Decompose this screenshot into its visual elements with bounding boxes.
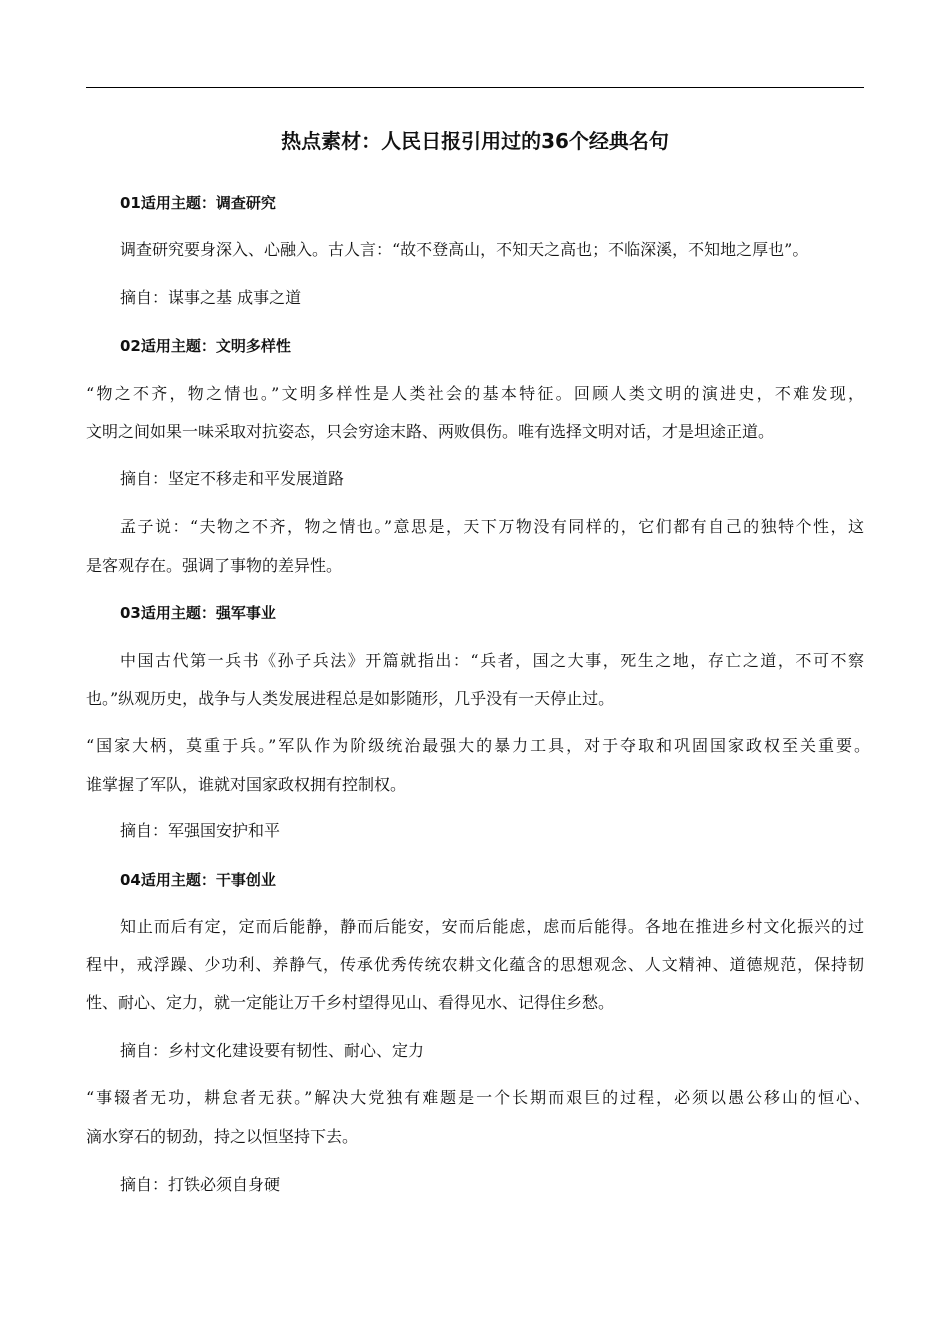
paragraph-line: 谁掌握了军队，谁就对国家政权拥有控制权。 — [86, 775, 407, 794]
paragraph-line: 也。”纵观历史，战争与人类发展进程总是如影随形，几乎没有一天停止过。 — [86, 689, 615, 708]
paragraph-line: 知止而后有定，定而后能静，静而后能安，安而后能虑，虑而后能得。各地在推进乡村文化振兴的过 — [120, 917, 864, 936]
paragraph-line: 是客观存在。强调了事物的差异性。 — [86, 556, 343, 575]
section-heading: 04适用主题：干事创业 — [120, 871, 276, 889]
source-note: 摘自：军强国安护和平 — [120, 821, 281, 840]
section-heading: 02适用主题：文明多样性 — [120, 337, 291, 355]
paragraph-line: 孟子说：“夫物之不齐，物之情也。”意思是，天下万物没有同样的，它们都有自己的独特个性，这 — [120, 517, 864, 536]
document-title: 热点素材：人民日报引用过的36个经典名句 — [281, 129, 669, 153]
paragraph-line: 中国古代第一兵书《孙子兵法》开篇就指出：“兵者，国之大事，死生之地，存亡之道，不可不察 — [120, 651, 864, 670]
paragraph-line: 性、耐心、定力，就一定能让万千乡村望得见山、看得见水、记得住乡愁。 — [86, 993, 615, 1012]
paragraph-line: “事辍者无功，耕怠者无获。”解决大党独有难题是一个长期而艰巨的过程，必须以愚公移山的恒心、 — [86, 1088, 870, 1107]
section-heading: 03适用主题：强军事业 — [120, 604, 276, 622]
paragraph-line: 调查研究要身深入、心融入。古人言：“故不登高山，不知天之高也；不临深溪，不知地之厚也”。 — [120, 240, 809, 259]
source-note: 摘自：谋事之基 成事之道 — [120, 288, 302, 307]
paragraph-line: 滴水穿石的韧劲，持之以恒坚持下去。 — [86, 1127, 359, 1146]
paragraph-line: 文明之间如果一味采取对抗姿态，只会穷途末路、两败俱伤。唯有选择文明对话，才是坦途正道。 — [86, 422, 775, 441]
source-note: 摘自：乡村文化建设要有韧性、耐心、定力 — [120, 1041, 425, 1060]
paragraph-line: “国家大柄，莫重于兵。”军队作为阶级统治最强大的暴力工具，对于夺取和巩固国家政权至关重要。 — [86, 736, 870, 755]
paragraph-line: “物之不齐，物之情也。”文明多样性是人类社会的基本特征。回顾人类文明的演进史，不难发现， — [86, 384, 864, 403]
header-rule — [86, 87, 864, 88]
paragraph-line: 程中，戒浮躁、少功利、养静气，传承优秀传统农耕文化蕴含的思想观念、人文精神、道德规范，保持韧 — [86, 955, 864, 974]
source-note: 摘自：坚定不移走和平发展道路 — [120, 469, 345, 488]
source-note: 摘自：打铁必须自身硬 — [120, 1175, 281, 1194]
section-heading: 01适用主题：调查研究 — [120, 194, 276, 212]
